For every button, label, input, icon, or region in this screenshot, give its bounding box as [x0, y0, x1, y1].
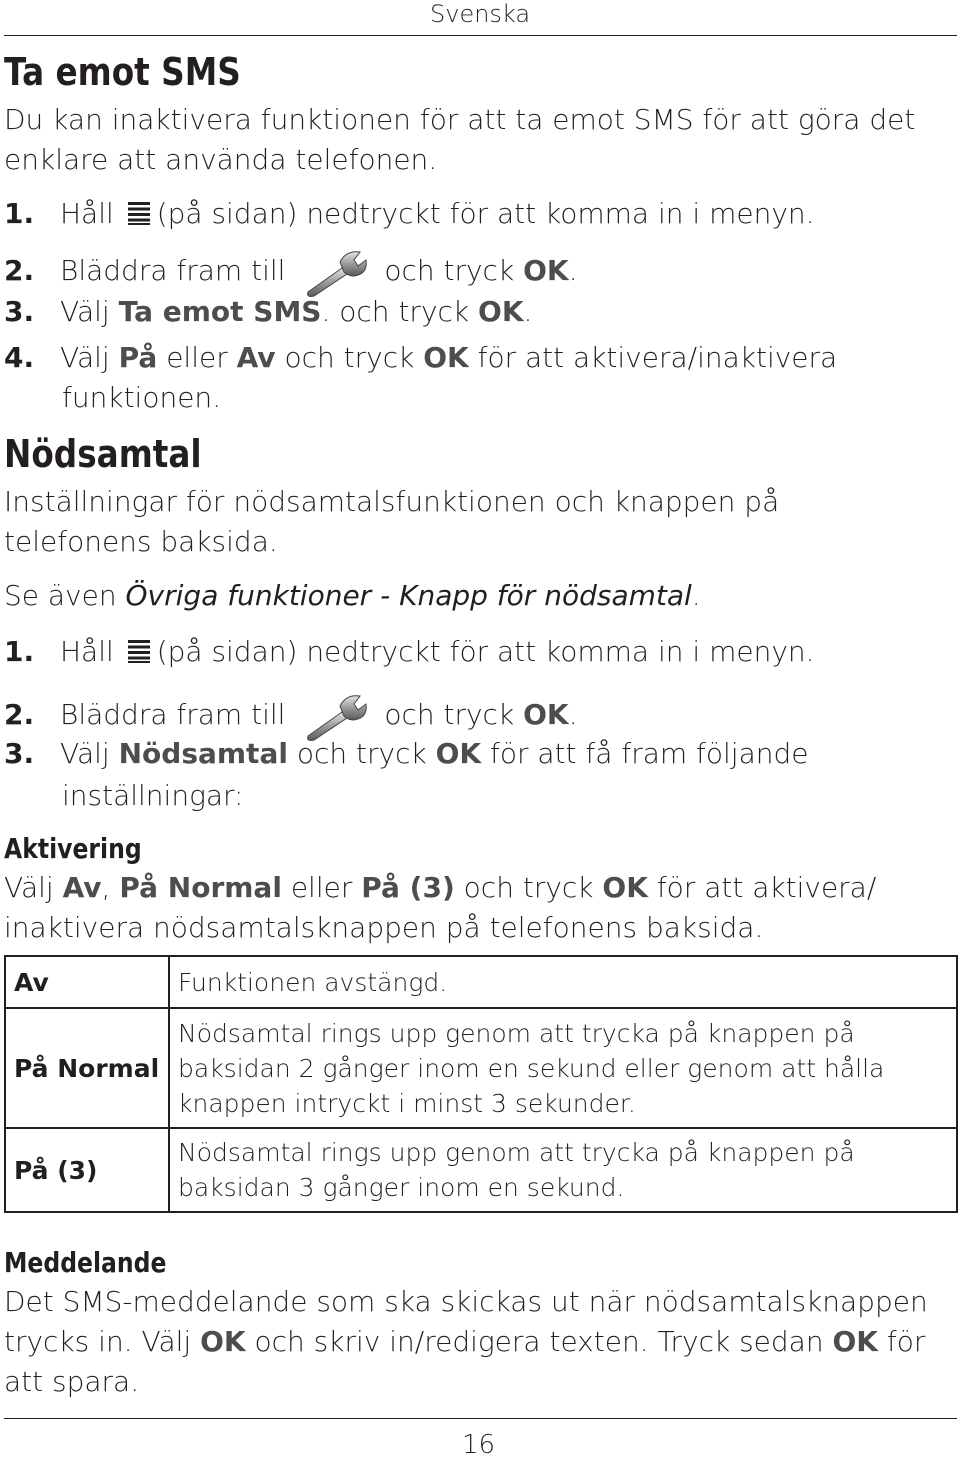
emergency-step-3-line2: inställningar:: [62, 779, 244, 812]
header-rule: [4, 35, 957, 36]
activation-title: Aktivering: [4, 832, 142, 865]
emergency-step-2: 2. Bläddra fram till och tryck OK.: [4, 692, 577, 749]
menu-icon: [127, 638, 151, 670]
emergency-step-3: 3. Välj Nödsamtal och tryck OK för att få fram följande: [4, 737, 809, 770]
menu-icon: [127, 200, 151, 232]
emergency-intro-line2: telefonens baksida.: [4, 525, 278, 558]
sms-step-2: 2. Bläddra fram till och tryck OK.: [4, 248, 577, 305]
table-row: [5, 956, 957, 1008]
option-description: Funktionen avstängd.: [169, 956, 957, 1008]
sms-step-3: 3. Välj Ta emot SMS. och tryck OK.: [4, 295, 533, 328]
see-also-link[interactable]: Övriga funktioner - Knapp för nödsamtal: [125, 579, 692, 612]
option-description: Nödsamtal rings upp genom att trycka på knappen på baksidan 3 gånger inom en sekund.: [169, 1128, 957, 1212]
emergency-intro-line1: Inställningar för nödsamtalsfunktionen och knappen på: [4, 485, 780, 518]
activation-line2: inaktivera nödsamtalsknappen på telefonens baksida.: [4, 911, 764, 944]
message-title: Meddelande: [4, 1246, 167, 1279]
option-label: På Normal: [5, 1008, 169, 1128]
page-number: 16: [462, 1430, 496, 1460]
emergency-see-also: Se även Övriga funktioner - Knapp för nödsamtal.: [4, 579, 701, 612]
sms-intro-line2: enklare att använda telefonen.: [4, 143, 438, 176]
activation-line1: Välj Av, På Normal eller På (3) och tryck OK för att aktivera/: [4, 871, 877, 904]
option-label: På (3): [5, 1128, 169, 1212]
sms-intro-line1: Du kan inaktivera funktionen för att ta emot SMS för att göra det: [4, 103, 916, 136]
message-line3: att spara.: [4, 1365, 140, 1398]
option-label: Av: [5, 956, 169, 1008]
emergency-section-title: Nödsamtal: [4, 432, 202, 476]
message-line1: Det SMS-meddelande som ska skickas ut när nödsamtalsknappen: [4, 1285, 928, 1318]
table-row: [5, 1128, 957, 1212]
message-line2: trycks in. Välj OK och skriv in/redigera texten. Tryck sedan OK för: [4, 1325, 926, 1358]
table-row: [5, 1008, 957, 1128]
sms-step-4-line2: funktionen.: [62, 381, 222, 414]
sms-section-title: Ta emot SMS: [4, 50, 241, 94]
language-header: Svenska: [430, 0, 531, 28]
emergency-step-1: 1. Håll (på sidan) nedtryckt för att komma in i menyn.: [4, 635, 815, 668]
sms-step-4: 4. Välj På eller Av och tryck OK för att aktivera/inaktivera: [4, 341, 838, 374]
footer-rule: [4, 1418, 957, 1419]
sms-step-1: 1. Håll (på sidan) nedtryckt för att komma in i menyn.: [4, 197, 815, 230]
option-description: Nödsamtal rings upp genom att trycka på knappen på baksidan 2 gånger inom en sekund eller genom att hålla knappen intryckt i minst 3 sekunder.: [169, 1008, 957, 1128]
activation-options-table: [4, 955, 958, 1213]
